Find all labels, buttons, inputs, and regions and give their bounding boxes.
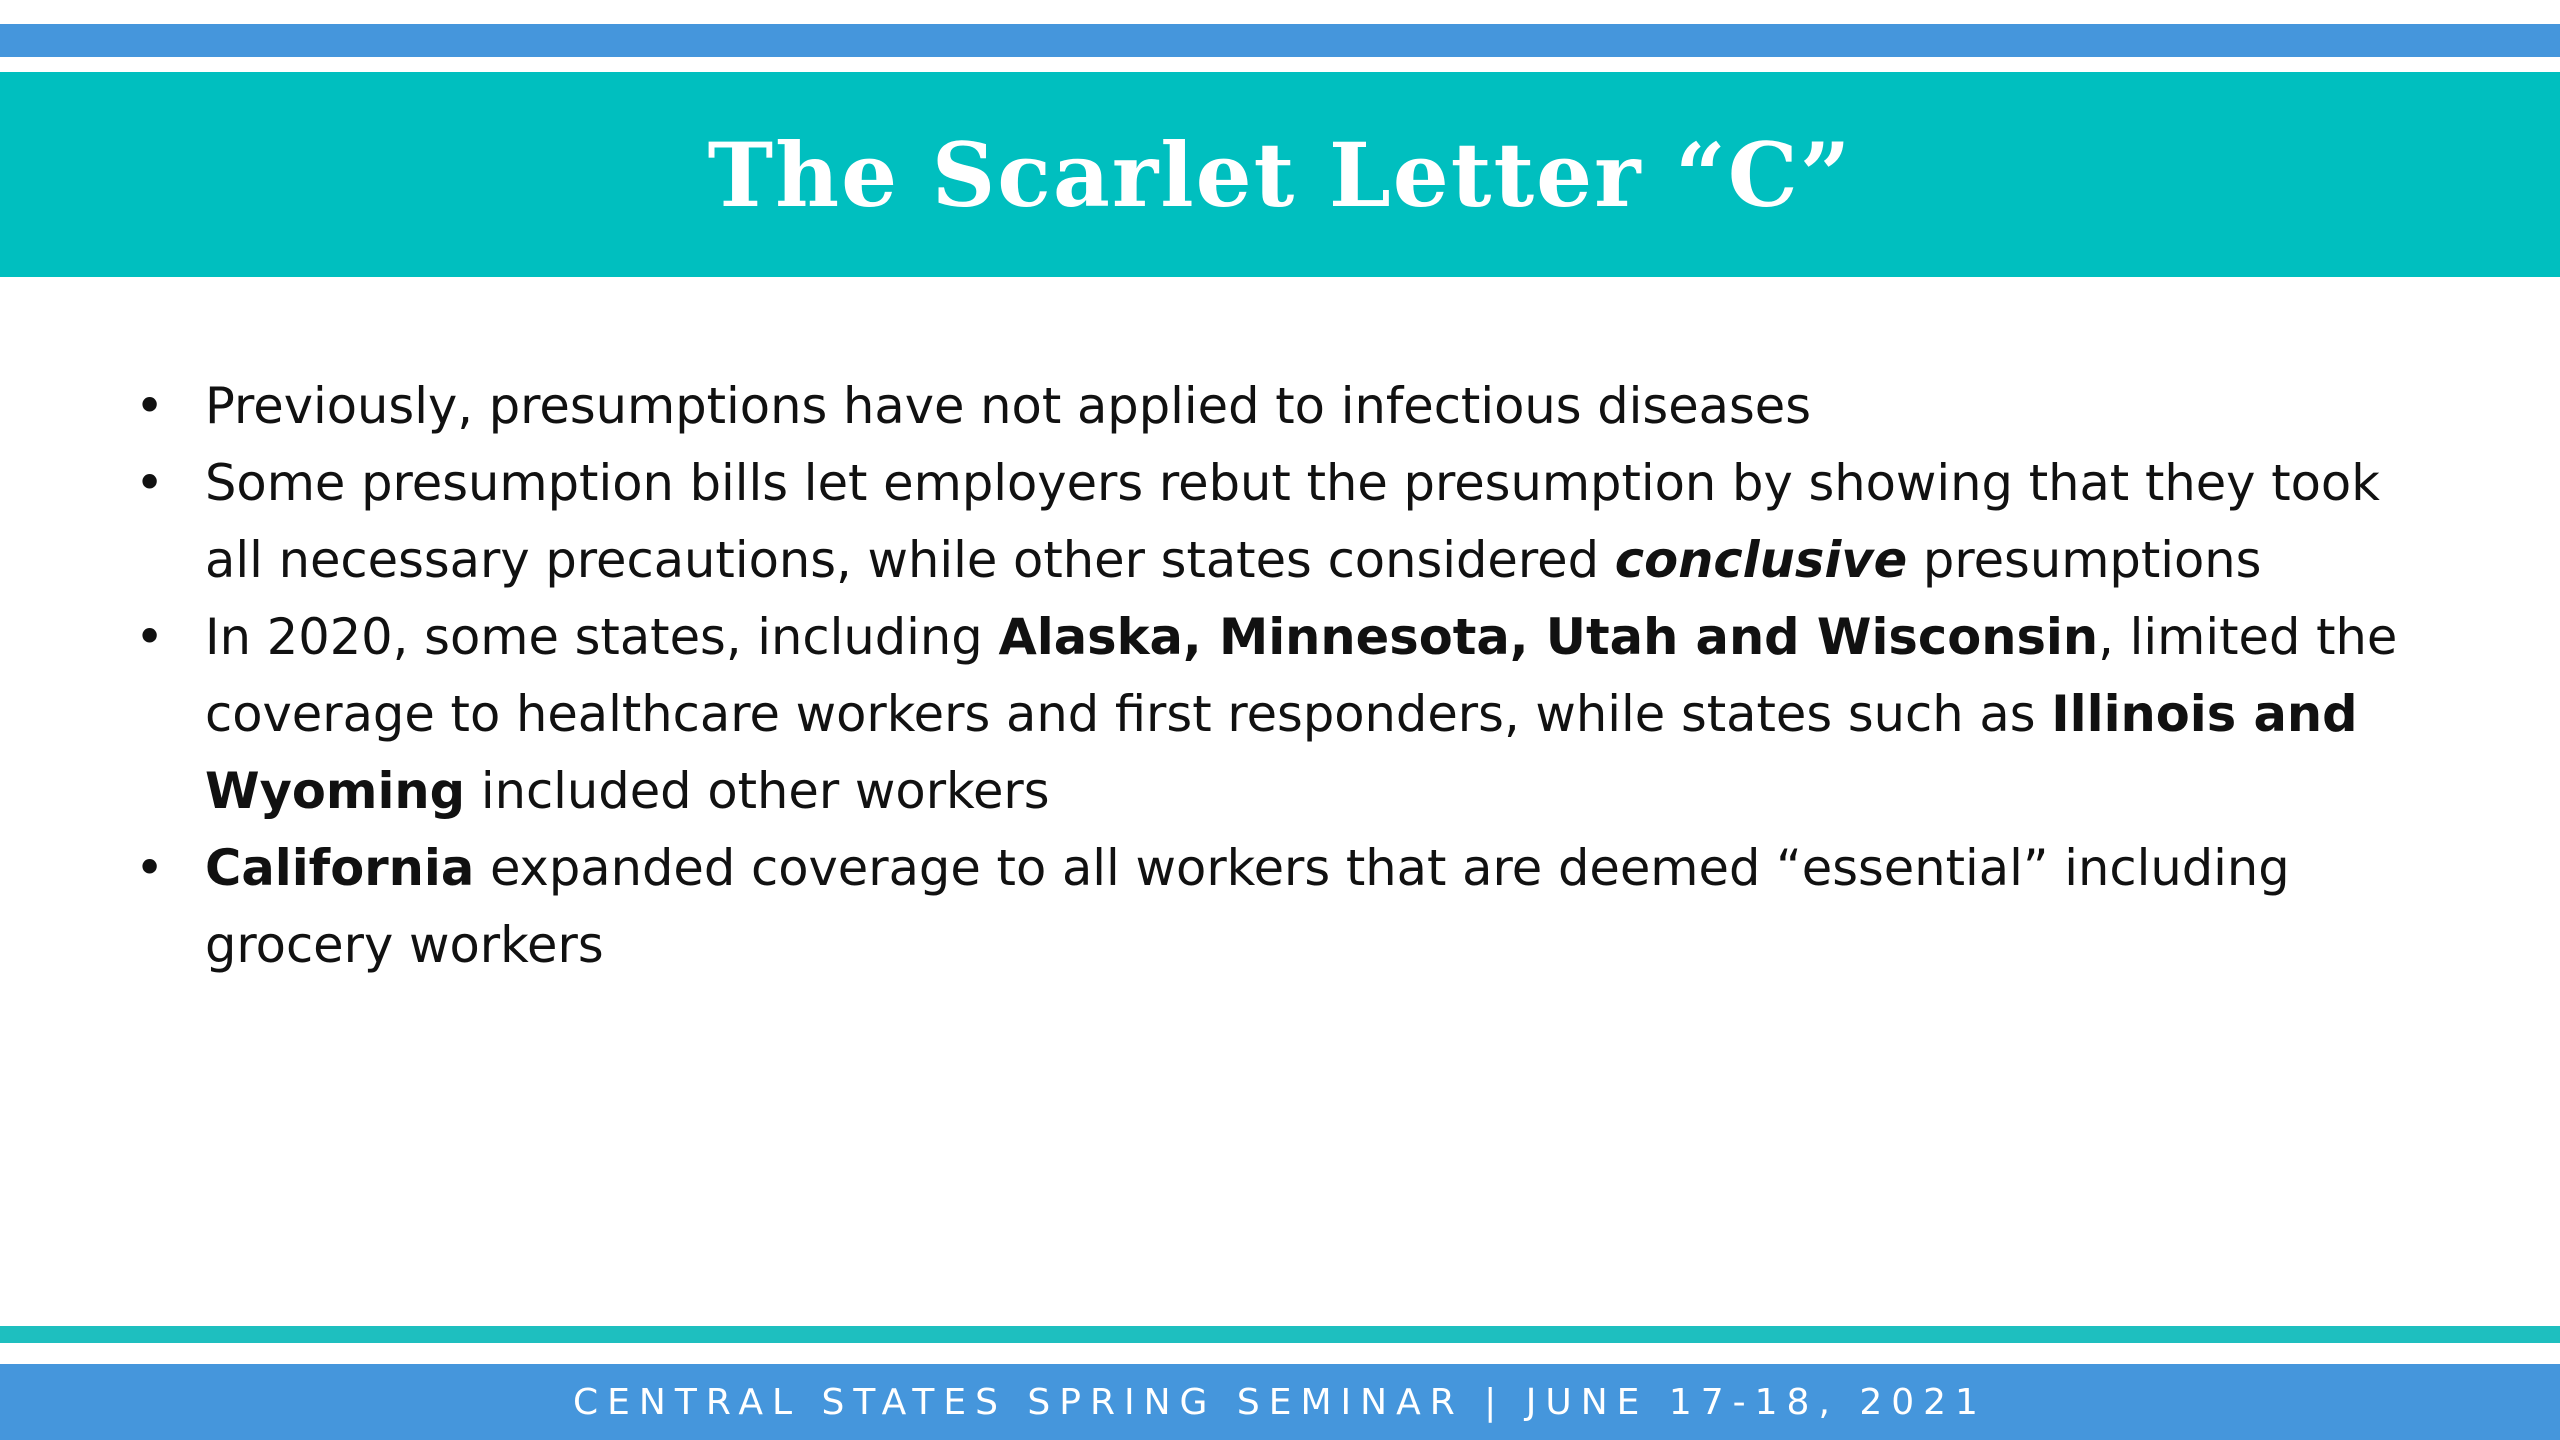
title-band bbox=[0, 72, 2560, 277]
bullet-icon: • bbox=[135, 454, 165, 512]
bullet-bold-states: Illinois and Wyoming bbox=[205, 685, 2358, 820]
bullet-bold-states: Alaska, Minnesota, Utah and Wisconsin bbox=[998, 608, 2099, 666]
bullet-text: Previously, presumptions have not applied to infectious diseases bbox=[205, 377, 1812, 435]
bullet-text: expanded coverage to all workers that are deemed “essential” including grocery workers bbox=[205, 839, 2290, 974]
bullet-text: In 2020, some states, including bbox=[205, 608, 999, 666]
slide-title: The Scarlet Letter “C” bbox=[707, 122, 1853, 227]
bullet-text: Some presumption bills let employers rebut the presumption by showing that they took all necessary precautions, while other states considered bbox=[205, 454, 2380, 589]
bullet-text: presumptions bbox=[1907, 531, 2262, 589]
bullet-icon: • bbox=[135, 377, 165, 435]
top-stripe bbox=[0, 24, 2560, 57]
bullet-item bbox=[125, 445, 2435, 599]
bottom-accent-line bbox=[0, 1326, 2560, 1343]
bullet-list bbox=[125, 368, 2435, 984]
footer-band bbox=[0, 1364, 2560, 1440]
bullet-text: included other workers bbox=[465, 762, 1050, 820]
bullet-emphasis: conclusive bbox=[1614, 531, 1908, 589]
bullet-icon: • bbox=[135, 608, 165, 666]
bullet-item bbox=[125, 830, 2435, 984]
bullet-icon: • bbox=[135, 839, 165, 897]
bullet-item bbox=[125, 368, 2435, 445]
bullet-text: , limited the coverage to healthcare workers and first responders, while states such as bbox=[205, 608, 2398, 743]
bullet-item bbox=[125, 599, 2435, 830]
bullet-bold-state: California bbox=[205, 839, 475, 897]
slide-content bbox=[125, 368, 2435, 984]
footer-text: CENTRAL STATES SPRING SEMINAR | JUNE 17-18, 2021 bbox=[573, 1381, 1987, 1423]
